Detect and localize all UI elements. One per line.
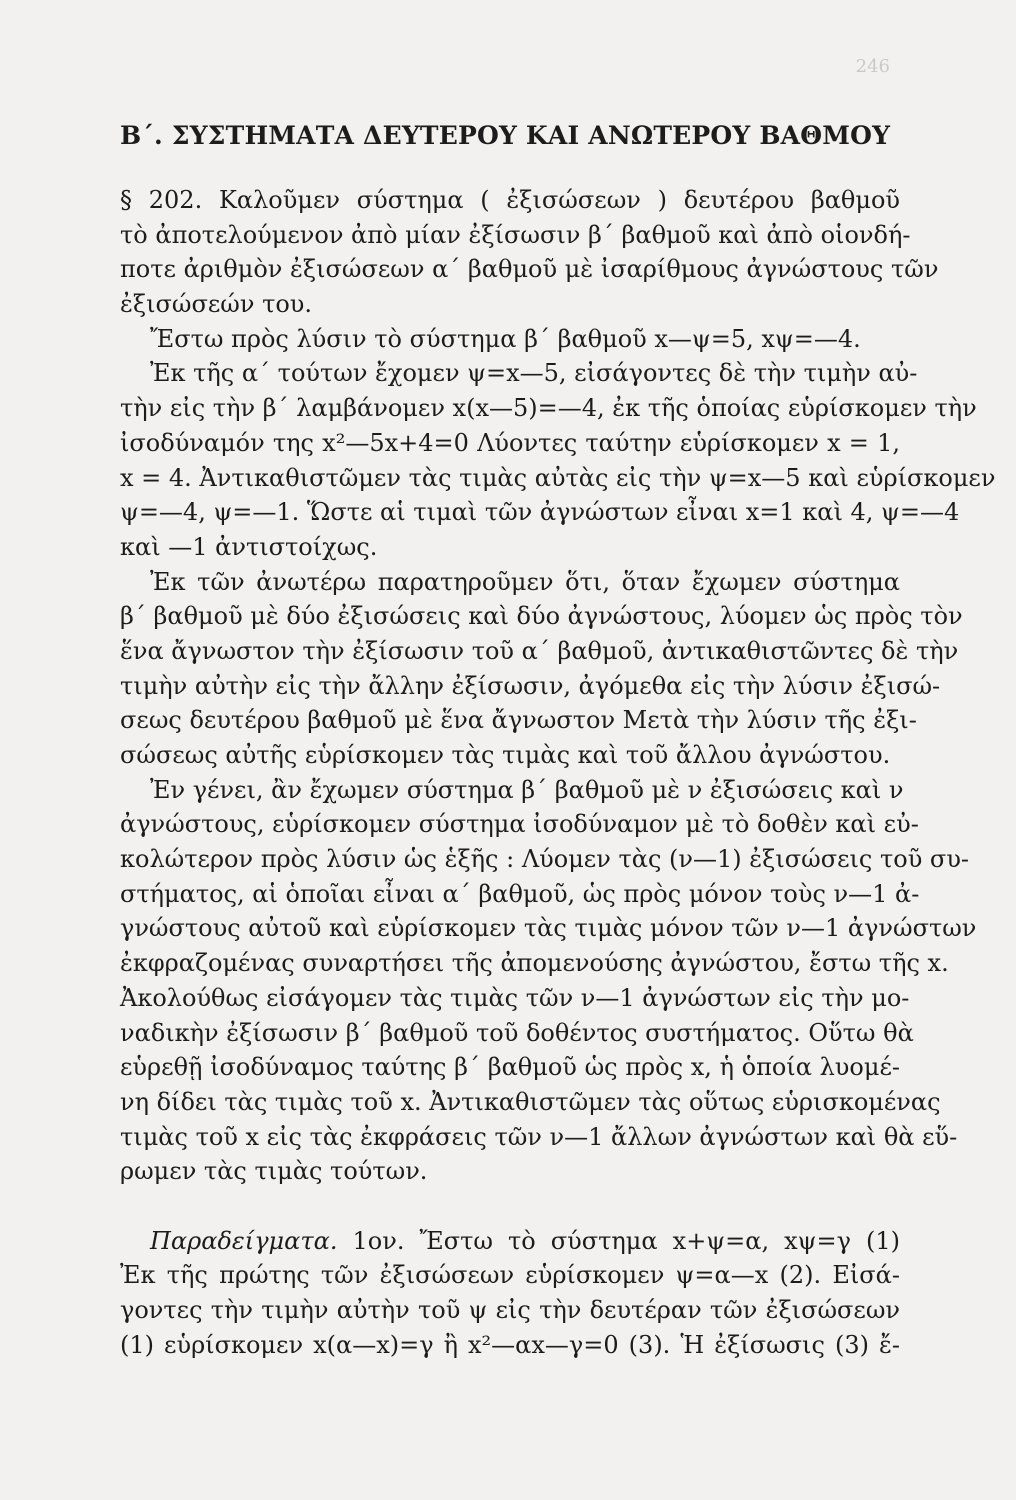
text-line: x = 4. Ἀντικαθιστῶμεν τὰς τιμὰς αὐτὰς εἰς τὴν ψ=x—5 καὶ εὑρίσκομεν <box>120 463 996 492</box>
paragraph-general-method <box>120 773 977 1189</box>
section-heading: Β΄. ΣΥΣΤΗΜΑΤΑ ΔΕΥΤΕΡΟΥ ΚΑΙ ΑΝΩΤΕΡΟΥ ΒΑΘΜΟΥ <box>120 121 891 150</box>
body-text <box>120 183 996 1362</box>
text-line: Ἔστω πρὸς λύσιν τὸ σύστημα β΄ βαθμοῦ x—ψ=5, xψ=—4. <box>150 324 861 353</box>
text-line: σεως δευτέρου βαθμοῦ μὲ ἕνα ἄγνωστον Μετὰ τὴν λύσιν τῆς ἐξι- <box>120 706 917 735</box>
text-line: σώσεως αὐτῆς εὑρίσκομεν τὰς τιμὰς καὶ τοῦ ἄλλου ἀγνώστου. <box>120 741 891 769</box>
text-line: Ἐκ τῶν ἀνωτέρω παρατηροῦμεν ὅτι, ὅταν ἔχωμεν σύστημα <box>150 567 900 596</box>
text-line: Ἐκ τῆς πρώτης τῶν ἐξισώσεων εὑρίσκομεν ψ=α—x (2). Εἰσά- <box>120 1261 900 1290</box>
text-line: Ἐν γένει, ἂν ἔχωμεν σύστημα β΄ βαθμοῦ μὲ ν ἐξισώσεις καὶ ν <box>150 775 904 804</box>
text-line: τιμὴν αὐτὴν εἰς τὴν ἄλλην ἐξίσωσιν, ἀγόμεθα εἰς τὴν λύσιν ἐξισώ- <box>120 671 941 700</box>
text-line: ἐξισώσεών του. <box>120 290 313 319</box>
paragraph-worked-example <box>120 322 996 565</box>
text-line: ἀγνώστους, εὑρίσκομεν σύστημα ἰσοδύναμον μὲ τὸ δοθὲν καὶ εὐ- <box>120 810 919 839</box>
text-line: ἐκφραζομένας συναρτήσει τῆς ἀπομενούσης ἀγνώστου, ἔστω τῆς x. <box>120 949 949 978</box>
text-line: ναδικὴν ἐξίσωσιν β΄ βαθμοῦ τοῦ δοθέντος συστήματος. Οὕτω θὰ <box>120 1018 914 1047</box>
examples-first-line-text: 1ον. Ἔστω τὸ σύστημα x+ψ=α, xψ=γ (1) <box>337 1226 900 1255</box>
text-line: ποτε ἀριθμὸν ἐξισώσεων α΄ βαθμοῦ μὲ ἰσαρίθμους ἀγνώστους τῶν <box>120 255 939 284</box>
paragraph-observation <box>120 565 963 773</box>
text-line: Ἐκ τῆς α΄ τούτων ἔχομεν ψ=x—5, εἰσάγοντες δὲ τὴν τιμὴν αὐ- <box>150 359 918 388</box>
paragraph-examples <box>120 1224 900 1363</box>
text-line: τὸ ἀποτελούμενον ἀπὸ μίαν ἐξίσωσιν β΄ βαθμοῦ καὶ ἀπὸ οἱονδή- <box>120 220 911 249</box>
examples-first-line <box>120 1224 900 1259</box>
text-line: νη δίδει τὰς τιμὰς τοῦ x. Ἀντικαθιστῶμεν τὰς οὕτως εὑρισκομένας <box>120 1087 941 1116</box>
text-line: εὑρεθῇ ἰσοδύναμος ταύτης β΄ βαθμοῦ ὡς πρὸς x, ἡ ὁποία λυομέ- <box>120 1053 900 1082</box>
text-line: καὶ —1 ἀντιστοίχως. <box>120 532 378 561</box>
text-line: ψ=—4, ψ=—1. Ὥστε αἱ τιμαὶ τῶν ἀγνώστων εἶναι x=1 καὶ 4, ψ=—4 <box>120 498 960 527</box>
text-line: β΄ βαθμοῦ μὲ δύο ἐξισώσεις καὶ δύο ἀγνώστους, λύομεν ὡς πρὸς τὸν <box>120 602 963 631</box>
page-number: 246 <box>855 56 890 77</box>
paragraph-spacer <box>120 1189 900 1224</box>
text-line: γνώστους αὐτοῦ καὶ εὑρίσκομεν τὰς τιμὰς μόνον τῶν ν—1 ἀγνώστων <box>120 914 977 943</box>
text-line: Ἀκολούθως εἰσάγομεν τὰς τιμὰς τῶν ν—1 ἀγνώστων εἰς τὴν μο- <box>120 983 910 1012</box>
text-line: γοντες τὴν τιμὴν αὐτὴν τοῦ ψ εἰς τὴν δευτέραν τῶν ἐξισώσεων <box>120 1296 900 1324</box>
paragraph-definition <box>120 183 939 322</box>
text-line: ρωμεν τὰς τιμὰς τούτων. <box>120 1157 428 1186</box>
examples-label: Παραδείγματα. <box>150 1226 338 1255</box>
text-line: κολώτερον πρὸς λύσιν ὡς ἑξῆς : Λύομεν τὰς (ν—1) ἐξισώσεις τοῦ συ- <box>120 845 970 874</box>
text-line: στήματος, αἱ ὁποῖαι εἶναι α΄ βαθμοῦ, ὡς πρὸς μόνον τοὺς ν—1 ἀ- <box>120 879 920 908</box>
text-line: ἰσοδύναμόν της x²—5x+4=0 Λύοντες ταύτην εὑρίσκομεν x = 1, <box>120 428 900 457</box>
text-line: § 202. Καλοῦμεν σύστημα ( ἐξισώσεων ) δευτέρου βαθμοῦ <box>120 186 900 214</box>
text-line: τὴν εἰς τὴν β΄ λαμβάνομεν x(x—5)=—4, ἐκ τῆς ὁποίας εὑρίσκομεν τὴν <box>120 394 977 423</box>
text-line: (1) εὑρίσκομεν x(α—x)=γ ἢ x²—αx—γ=0 (3). Ἡ ἐξίσωσις (3) ἔ- <box>120 1330 900 1359</box>
text-line: τιμὰς τοῦ x εἰς τὰς ἐκφράσεις τῶν ν—1 ἄλλων ἀγνώστων καὶ θὰ εὕ- <box>120 1122 958 1151</box>
text-line: ἕνα ἄγνωστον τὴν ἐξίσωσιν τοῦ α΄ βαθμοῦ, ἀντικαθιστῶντες δὲ τὴν <box>120 636 959 665</box>
